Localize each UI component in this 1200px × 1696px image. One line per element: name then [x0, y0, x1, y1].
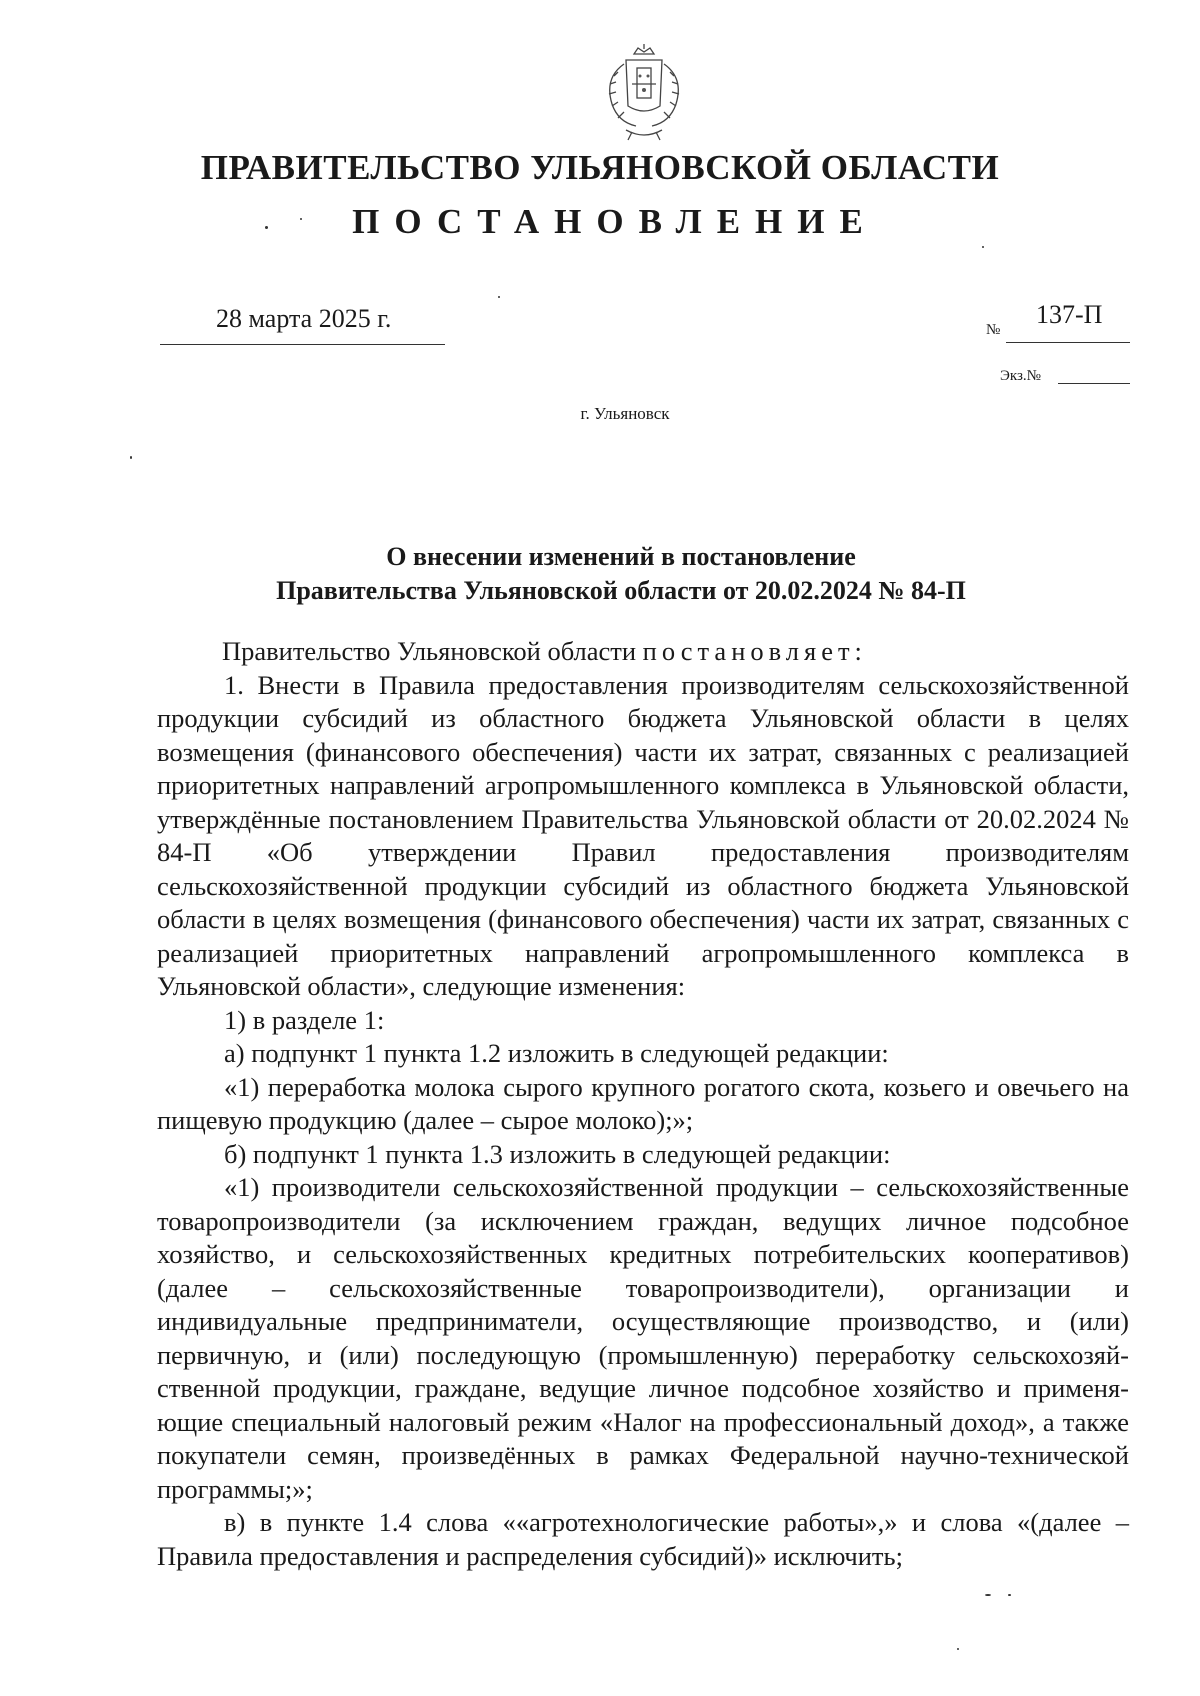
document-body: [157, 635, 1129, 1573]
scan-speck: [300, 218, 302, 220]
scan-speck: [130, 456, 132, 459]
document-type-title: ПОСТАНОВЛЕНИЕ: [352, 202, 878, 241]
copy-number-underline: [1058, 383, 1130, 384]
document-subject: [0, 540, 1200, 608]
scan-speck: [1008, 1594, 1011, 1596]
organization-title: ПРАВИТЕЛЬСТВО УЛЬЯНОВСКОЙ ОБЛАСТИ: [200, 148, 1000, 187]
date-underline: [160, 344, 445, 345]
body-paragraph: б) подпункт 1 пункта 1.3 изложить в следующей редакции:: [224, 1138, 891, 1169]
number-underline: [1006, 342, 1130, 343]
document-date: 28 марта 2025 г.: [216, 304, 392, 333]
scan-speck: [957, 1648, 959, 1650]
body-paragraph: «1) производители сельскохозяйственной продукции – сельскохозяйственные товаропроизводители (за исключением граждан, ведущих личное подсобное хозяйство, и сельскохозяйственных кредитных потребительских кооперативов) (далее – сельскохозяйственные товаропроизводители), организации и индивидуальные предприниматели, осуществляющие производство, и (или) первичную, и (или) последующую (промышленную) переработку сельскохозяйственной продукции, граждане, ведущие личное подсобное хозяйство и применяющие специальный налоговый режим «Налог на профессиональный доход», а также покупатели семян, произведённых в рамках Федеральной научно-технической программы;»;: [157, 1172, 1129, 1504]
body-paragraph: в) в пункте 1.4 слова ««агротехнологические работы»,» и слова «(далее – Правила предоставления и распределения субсидий)» исключить;: [157, 1507, 1129, 1571]
scan-speck: [985, 1594, 991, 1596]
subject-line: Правительства Ульяновской области от 20.02.2024 № 84-П: [276, 576, 966, 605]
body-paragraph: 1. Внести в Правила предоставления производителям сельскохозяйственной продукции субсидий из областного бюджета Ульяновской области в целях возмещения (финансового обеспечения) части их затрат, связанных с реализацией приоритетных направлений агропромышленного комплекса в Ульяновской области, утверждённые постановлением Правительства Ульяновской области от 20.02.2024 № 84-П «Об утверждении Правил предоставления производителям сельскохозяйственной продукции субсидий из областного бюджета Ульяновской области в целях возмещения (финансового обеспечения) части их затрат, связанных с реализацией приоритетных направлений агропромышленного комплекса в Ульяновской области», следующие изменения:: [157, 669, 1129, 1001]
scan-speck: [498, 296, 500, 298]
document-number: 137-П: [1036, 300, 1103, 329]
scan-speck: [265, 226, 268, 229]
city: г. Ульяновск: [580, 404, 670, 423]
copy-number-label: Экз.№: [1000, 368, 1041, 384]
body-paragraph: «1) переработка молока сырого крупного рогатого скота, козьего и овечьего на пищевую продукцию (далее – сырое молоко);»;: [157, 1071, 1129, 1135]
number-prefix: №: [986, 322, 1001, 338]
intro-prefix: Правительство Ульяновской области: [222, 636, 643, 666]
intro-verb: постановляет:: [642, 636, 867, 666]
body-paragraph: 1) в разделе 1:: [224, 1004, 385, 1035]
body-paragraph: а) подпункт 1 пункта 1.2 изложить в следующей редакции:: [224, 1038, 889, 1068]
intro-paragraph: [157, 635, 1129, 669]
subject-line: О внесении изменений в постановление: [386, 542, 856, 571]
ulyanovsk-coat-of-arms-icon: [596, 44, 692, 144]
scan-speck: [982, 246, 984, 248]
